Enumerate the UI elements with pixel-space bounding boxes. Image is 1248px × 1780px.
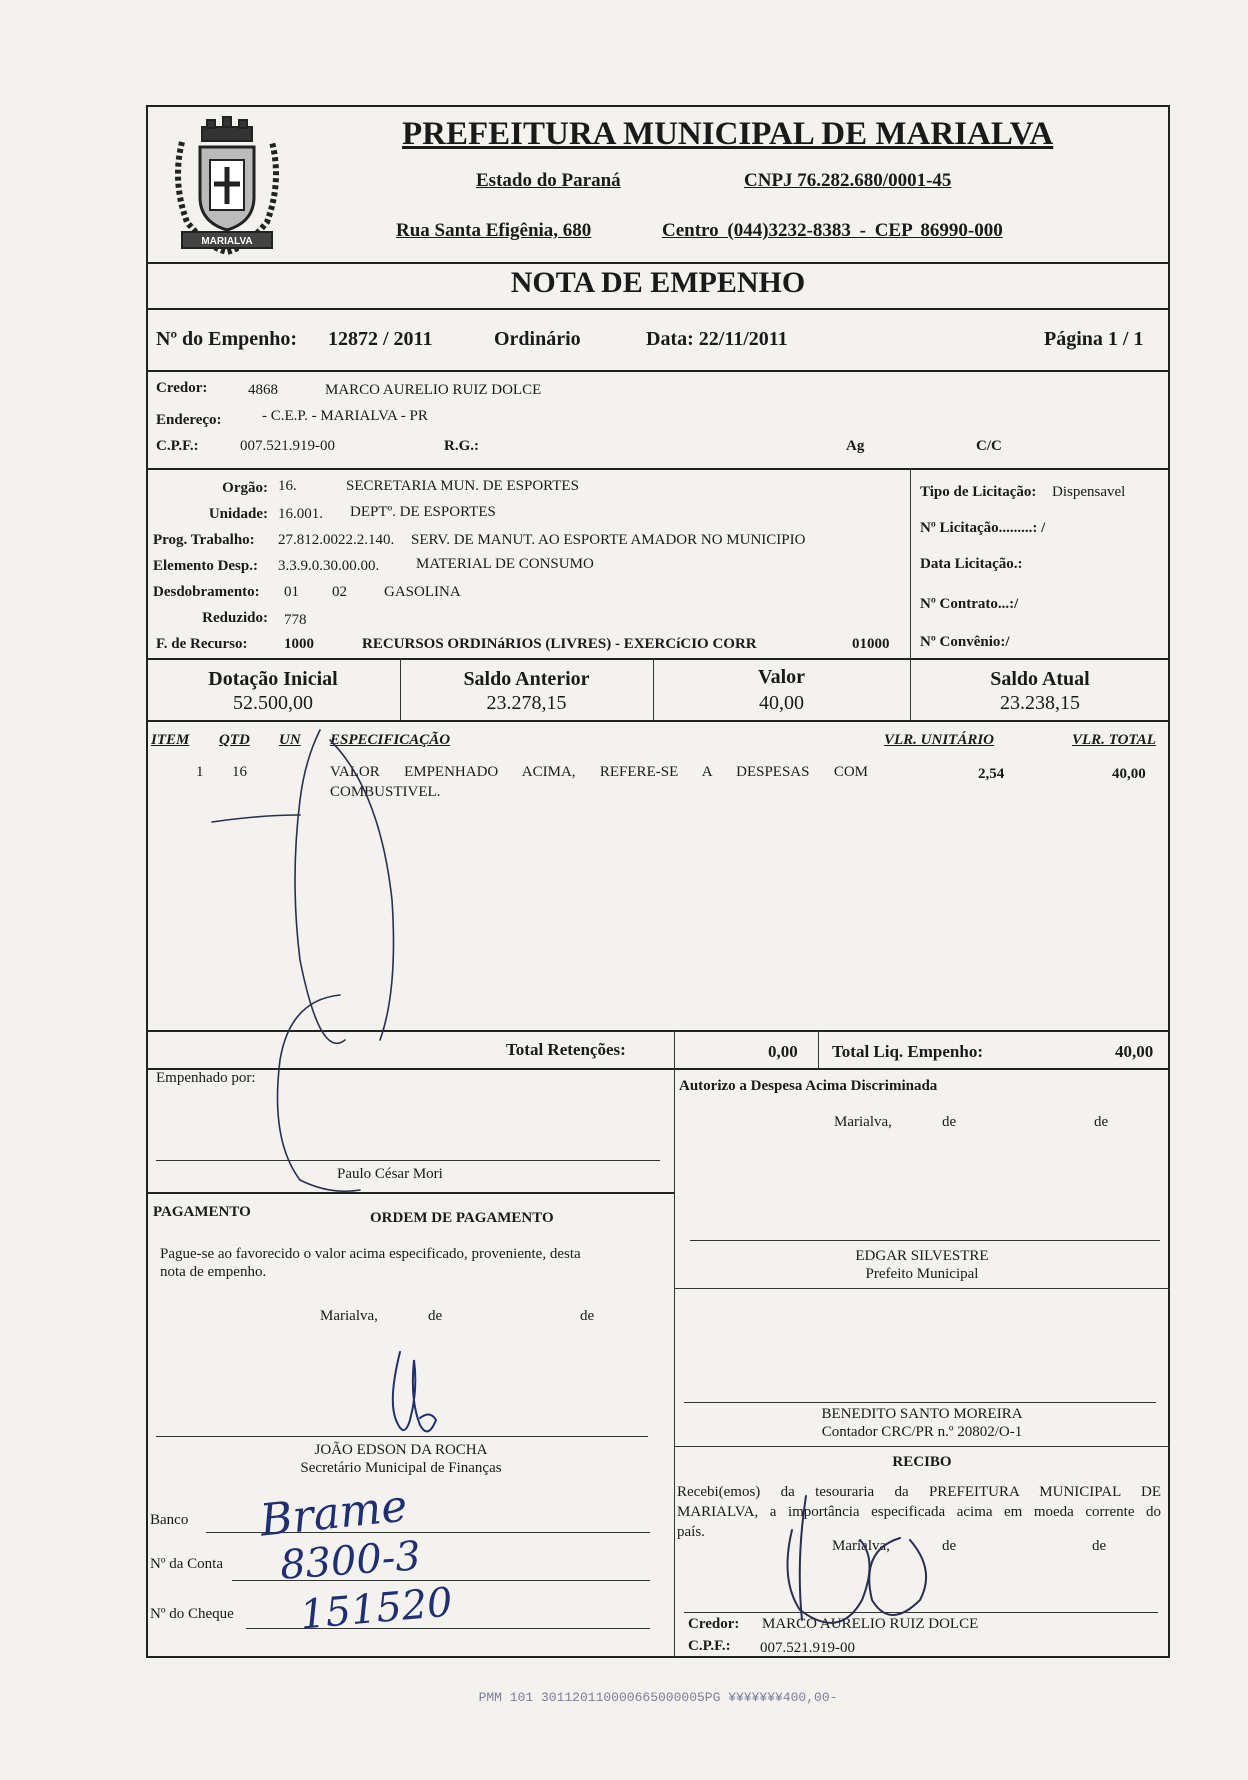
- col-vlr-unitario: VLR. UNITÁRIO: [884, 732, 995, 748]
- empenho-label: Nº do Empenho:: [156, 328, 298, 350]
- header-street: Rua Santa Efigênia, 680: [396, 220, 592, 241]
- empenho-type: Ordinário: [494, 328, 581, 350]
- autorizo-de2: de: [1094, 1114, 1109, 1130]
- desdob-desc: GASOLINA: [384, 584, 461, 600]
- pagamento-text-line2: nota de empenho.: [160, 1264, 267, 1280]
- elemento-desc: MATERIAL DE CONSUMO: [416, 556, 594, 572]
- row-spec-line2: COMBUSTIVEL.: [330, 784, 441, 800]
- secretario-role: Secretário Municipal de Finanças: [300, 1460, 502, 1476]
- recibo-place: Marialva,: [832, 1538, 890, 1554]
- prog-code: 27.812.0022.2.140.: [278, 532, 395, 548]
- contador-name: BENEDITO SANTO MOREIRA: [821, 1406, 1023, 1422]
- empenho-date: Data: 22/11/2011: [646, 328, 788, 350]
- unidade-desc: DEPTº. DE ESPORTES: [350, 504, 496, 520]
- recibo-credor-label: Credor:: [688, 1616, 740, 1632]
- footer-code: PMM 101 301120110000665000005PG ¥¥¥¥¥¥¥400,00-: [478, 1690, 838, 1705]
- total-liquido-value: 40,00: [1115, 1042, 1154, 1061]
- row-vlr-unitario: 2,54: [978, 766, 1005, 782]
- recibo-text-line2: MARIALVA, a importância especificada acima em moeda corrente do: [677, 1504, 1161, 1520]
- pagamento-de2: de: [580, 1308, 595, 1324]
- recibo-de1: de: [942, 1538, 957, 1554]
- saldo-atual-value: 23.238,15: [1000, 692, 1080, 714]
- cpf-value: 007.521.919-00: [240, 438, 335, 454]
- doc-title: NOTA DE EMPENHO: [510, 266, 806, 299]
- recibo-credor-value: MARCO AURELIO RUIZ DOLCE: [762, 1616, 979, 1632]
- rg-label: R.G.:: [444, 438, 479, 454]
- page-number: Página 1 / 1: [1044, 328, 1144, 350]
- valor-value: 40,00: [759, 692, 804, 714]
- conta-label: Nº da Conta: [150, 1556, 223, 1572]
- prefeito-name: EDGAR SILVESTRE: [855, 1248, 989, 1264]
- endereco-value: - C.E.P. - MARIALVA - PR: [262, 408, 428, 424]
- licitacao-number: Nº Licitação.........: /: [920, 520, 1046, 536]
- header-title: PREFEITURA MUNICIPAL DE MARIALVA: [402, 116, 1054, 152]
- autorizo-place: Marialva,: [834, 1114, 892, 1130]
- cc-label: C/C: [976, 438, 1002, 454]
- dotacao-value: 52.500,00: [233, 692, 313, 714]
- recurso-desc: RECURSOS ORDINáRIOS (LIVRES) - EXERCíCIO CORR: [362, 636, 757, 652]
- credor-label: Credor:: [156, 380, 208, 396]
- loop-mark-stroke: [295, 730, 345, 1043]
- dotacao-label: Dotação Inicial: [208, 668, 338, 690]
- saldo-atual-label: Saldo Atual: [990, 668, 1090, 690]
- orgao-code: 16.: [278, 478, 297, 494]
- row-spec-line1: VALOR EMPENHADO ACIMA, REFERE-SE A DESPESAS COM: [330, 764, 868, 780]
- header-cnpj: CNPJ 76.282.680/0001-45: [744, 170, 952, 191]
- reduzido-value: 778: [284, 612, 307, 628]
- row-qtd: 16: [232, 764, 247, 780]
- licitacao-date: Data Licitação.:: [920, 556, 1023, 572]
- recurso-label: F. de Recurso:: [156, 636, 248, 652]
- valor-label: Valor: [757, 666, 806, 688]
- ag-label: Ag: [846, 438, 865, 454]
- recibo-title: RECIBO: [892, 1454, 952, 1470]
- empenhado-label: Empenhado por:: [156, 1070, 256, 1086]
- recibo-signature-stroke: [800, 1496, 806, 1620]
- desdob-a: 01: [284, 584, 299, 600]
- loop-mark-stroke: [212, 815, 300, 822]
- elemento-code: 3.3.9.0.30.00.00.: [278, 558, 380, 574]
- credor-name: MARCO AURELIO RUIZ DOLCE: [325, 382, 542, 398]
- recibo-cpf-value: 007.521.919-00: [760, 1640, 855, 1656]
- cheque-label: Nº do Cheque: [150, 1606, 234, 1622]
- credor-code: 4868: [248, 382, 278, 398]
- licitacao-tipo-label: Tipo de Licitação:: [920, 484, 1037, 500]
- total-retencoes-value: 0,00: [768, 1042, 798, 1061]
- unidade-code: 16.001.: [278, 506, 323, 522]
- banco-label: Banco: [150, 1512, 189, 1528]
- row-vlr-total: 40,00: [1112, 766, 1146, 782]
- col-un: UN: [279, 732, 301, 748]
- col-vlr-total: VLR. TOTAL: [1072, 732, 1156, 748]
- licitacao-tipo-value: Dispensavel: [1052, 484, 1126, 500]
- ordem-pagamento-label: ORDEM DE PAGAMENTO: [370, 1210, 554, 1226]
- recibo-signature-stroke: [869, 1538, 926, 1615]
- prog-label: Prog. Trabalho:: [153, 532, 255, 548]
- reduzido-label: Reduzido:: [202, 610, 268, 626]
- prefeito-role: Prefeito Municipal: [865, 1266, 979, 1282]
- empenho-number: 12872 / 2011: [328, 328, 433, 350]
- pagamento-de1: de: [428, 1308, 443, 1324]
- cheque-handwritten: 151520: [298, 1579, 455, 1639]
- cpf-label: C.P.F.:: [156, 438, 199, 454]
- header-state: Estado do Paraná: [476, 170, 621, 191]
- col-item: ITEM: [151, 732, 190, 748]
- saldo-anterior-label: Saldo Anterior: [463, 668, 590, 690]
- row-item: 1: [196, 764, 204, 780]
- recibo-text-line1: Recebi(emos) da tesouraria da PREFEITURA MUNICIPAL DE: [677, 1484, 1161, 1500]
- endereco-label: Endereço:: [156, 412, 222, 428]
- recurso-num: 01000: [852, 636, 890, 652]
- contrato-number: Nº Contrato...:/: [920, 596, 1019, 612]
- secretario-signature-stroke: [393, 1352, 436, 1431]
- elemento-label: Elemento Desp.:: [153, 558, 258, 574]
- total-liquido-label: Total Liq. Empenho:: [832, 1042, 983, 1061]
- secretario-name: JOÃO EDSON DA ROCHA: [314, 1442, 488, 1458]
- prog-desc: SERV. DE MANUT. AO ESPORTE AMADOR NO MUNICIPIO: [411, 532, 806, 548]
- banco-handwritten: Brame: [257, 1480, 410, 1547]
- contador-role: Contador CRC/PR n.º 20802/O-1: [821, 1424, 1023, 1440]
- saldo-anterior-value: 23.278,15: [486, 692, 567, 714]
- orgao-label: Orgão:: [222, 480, 268, 496]
- orgao-desc: SECRETARIA MUN. DE ESPORTES: [346, 478, 579, 494]
- col-qtd: QTD: [219, 732, 250, 748]
- autorizo-de1: de: [942, 1114, 957, 1130]
- recibo-cpf-label: C.P.F.:: [688, 1638, 731, 1654]
- desdob-b: 02: [332, 584, 347, 600]
- desdob-label: Desdobramento:: [153, 584, 260, 600]
- recibo-text-line3: país.: [677, 1524, 705, 1540]
- pagamento-label: PAGAMENTO: [153, 1204, 251, 1220]
- unidade-label: Unidade:: [208, 506, 268, 522]
- recurso-code: 1000: [284, 636, 314, 652]
- empenhado-name: Paulo César Mori: [337, 1166, 443, 1182]
- pagamento-place: Marialva,: [320, 1308, 378, 1324]
- header-address: Centro (044)3232-8383 - CEP 86990-000: [662, 220, 1003, 241]
- autorizo-label: Autorizo a Despesa Acima Discriminada: [679, 1078, 938, 1094]
- conta-handwritten: 8300-3: [278, 1533, 423, 1589]
- svg-text:MARIALVA: MARIALVA: [201, 236, 253, 247]
- col-especificacao: ESPECIFICAÇÃO: [330, 732, 451, 748]
- convenio-number: Nº Convênio:/: [920, 634, 1010, 650]
- total-retencoes-label: Total Retenções:: [506, 1040, 626, 1059]
- pagamento-text-line1: Pague-se ao favorecido o valor acima especificado, proveniente, desta: [160, 1246, 581, 1262]
- recibo-de2: de: [1092, 1538, 1107, 1554]
